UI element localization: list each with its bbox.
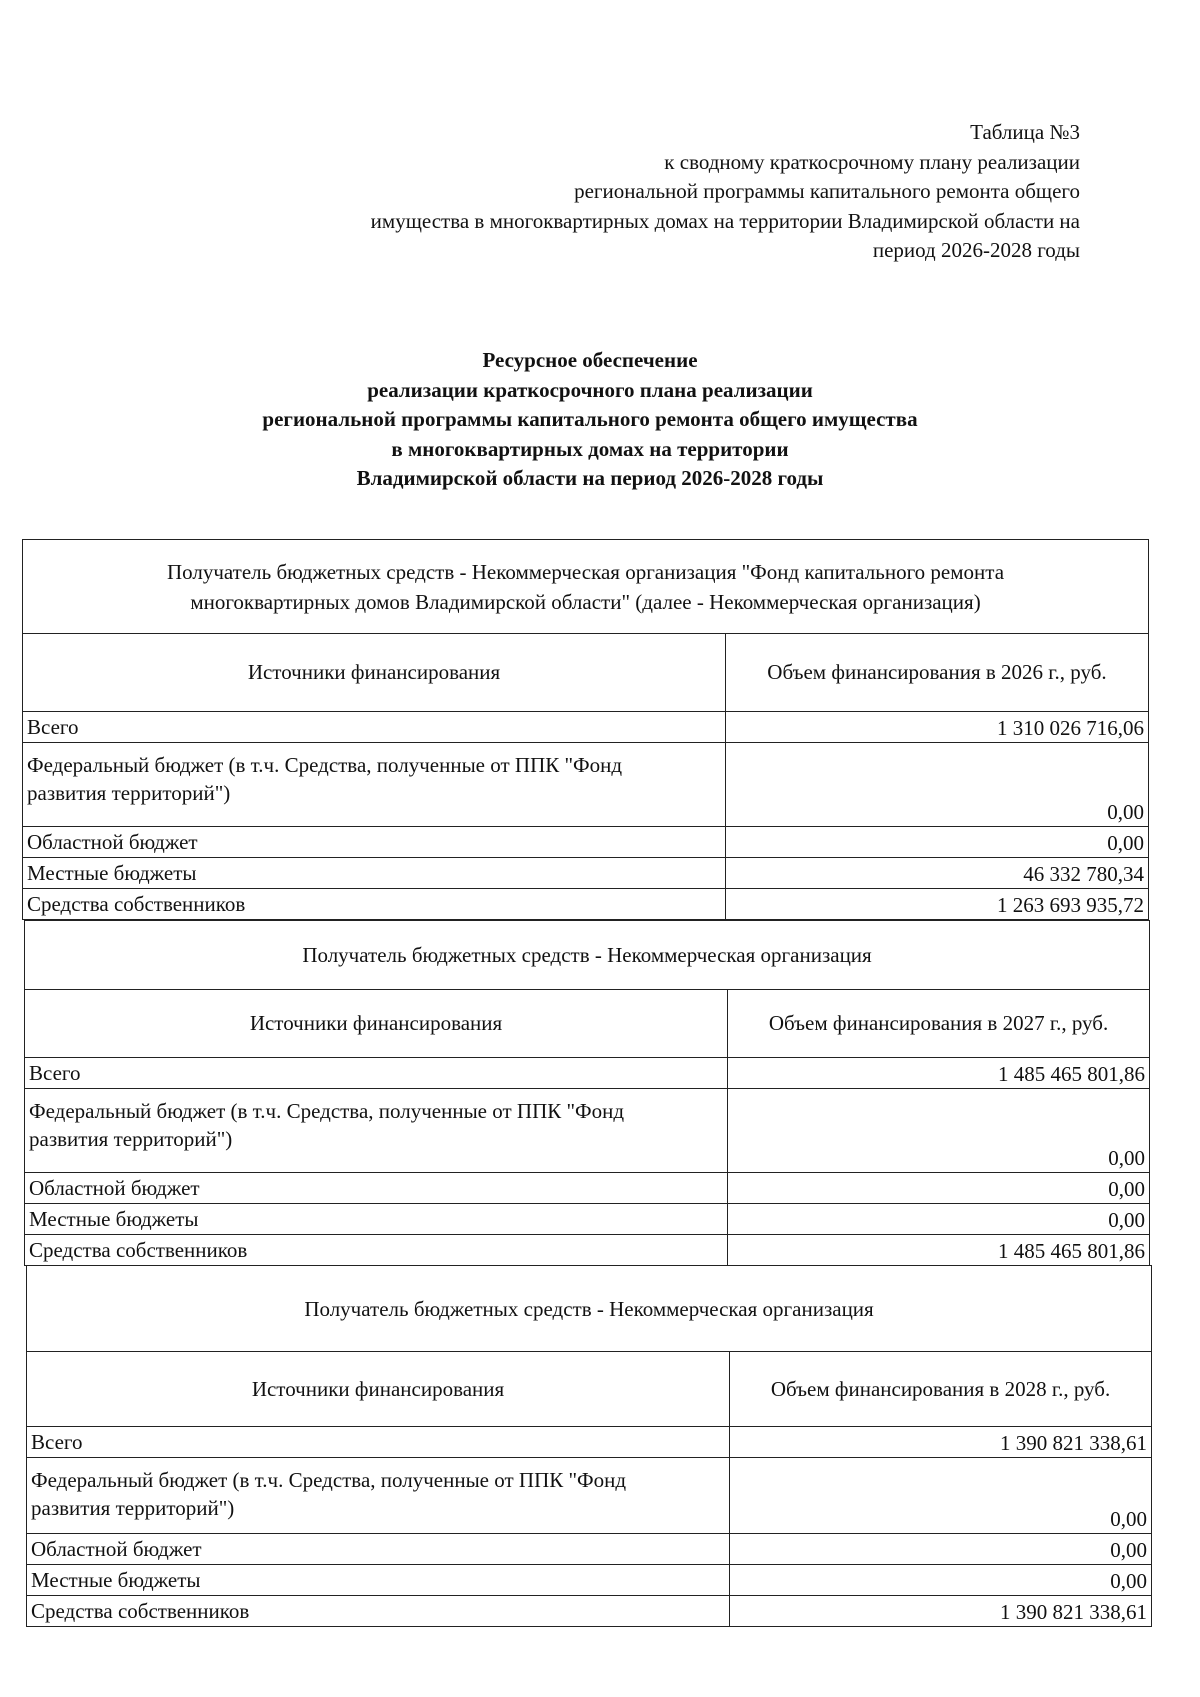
col-source-header: Источники финансирования [25, 990, 728, 1058]
row-label: Федеральный бюджет (в т.ч. Средства, полученные от ППК "Фонд развития территорий") [27, 1458, 730, 1534]
table-row [27, 1458, 1152, 1534]
col-volume-header: Объем финансирования в 2028 г., руб. [730, 1352, 1152, 1427]
recipient-row [25, 921, 1150, 990]
row-value: 1 485 465 801,86 [728, 1235, 1150, 1266]
funding-table-2028 [26, 1265, 1152, 1627]
table-row [27, 1596, 1152, 1627]
row-value: 1 390 821 338,61 [730, 1427, 1152, 1458]
row-value: 0,00 [728, 1173, 1150, 1204]
table-row [23, 858, 1149, 889]
row-label: Местные бюджеты [27, 1565, 730, 1596]
header-line: период 2026-2028 годы [872, 238, 1080, 262]
table-row [25, 1204, 1150, 1235]
table-row [27, 1427, 1152, 1458]
row-label: Средства собственников [27, 1596, 730, 1627]
header-line: имущества в многоквартирных домах на территории Владимирской области на [370, 208, 1080, 233]
table-row [27, 1565, 1152, 1596]
row-value: 46 332 780,34 [726, 858, 1149, 889]
recipient-cell: Получатель бюджетных средств - Некоммерческая организация [27, 1266, 1152, 1352]
title-line: в многоквартирных домах на территории [391, 436, 789, 461]
header-line: региональной программы капитального ремонта общего [574, 179, 1080, 203]
col-source-header: Источники финансирования [27, 1352, 730, 1427]
table-row [23, 889, 1149, 920]
recipient-cell: Получатель бюджетных средств - Некоммерческая организация "Фонд капитального ремонта многоквартирных домов Владимирской области" (далее - Некоммерческая организация) [23, 540, 1149, 634]
column-header-row [23, 634, 1149, 712]
table-reference-header [180, 118, 1080, 266]
row-label: Федеральный бюджет (в т.ч. Средства, полученные от ППК "Фонд развития территорий") [23, 743, 726, 827]
row-label: Федеральный бюджет (в т.ч. Средства, полученные от ППК "Фонд развития территорий") [25, 1089, 728, 1173]
title-line: региональной программы капитального ремонта общего имущества [262, 407, 918, 431]
row-value: 0,00 [728, 1089, 1150, 1173]
title-line: Владимирской области на период 2026-2028 годы [356, 466, 824, 490]
row-value: 1 263 693 935,72 [726, 889, 1149, 920]
header-line: к сводному краткосрочному плану реализации [664, 149, 1080, 174]
col-source-header: Источники финансирования [23, 634, 726, 712]
title-line: реализации краткосрочного плана реализации [367, 377, 813, 402]
table-row [25, 1235, 1150, 1266]
row-value: 0,00 [730, 1534, 1152, 1565]
row-value: 0,00 [726, 827, 1149, 858]
recipient-row [27, 1266, 1152, 1352]
col-volume-header: Объем финансирования в 2027 г., руб. [728, 990, 1150, 1058]
row-label: Местные бюджеты [23, 858, 726, 889]
row-value: 0,00 [726, 743, 1149, 827]
table-row [25, 1173, 1150, 1204]
table-row [23, 712, 1149, 743]
row-value: 0,00 [730, 1458, 1152, 1534]
document-title [0, 346, 1180, 494]
row-label: Всего [23, 712, 726, 743]
row-value: 1 390 821 338,61 [730, 1596, 1152, 1627]
header-line: Таблица №3 [970, 120, 1080, 144]
row-label: Всего [27, 1427, 730, 1458]
row-value: 0,00 [728, 1204, 1150, 1235]
table-row [25, 1058, 1150, 1089]
recipient-cell: Получатель бюджетных средств - Некоммерческая организация [25, 921, 1150, 990]
table-row [23, 827, 1149, 858]
row-value: 0,00 [730, 1565, 1152, 1596]
row-label: Средства собственников [23, 889, 726, 920]
row-label: Областной бюджет [23, 827, 726, 858]
row-label: Всего [25, 1058, 728, 1089]
row-label: Областной бюджет [25, 1173, 728, 1204]
column-header-row [25, 990, 1150, 1058]
table-row [23, 743, 1149, 827]
column-header-row [27, 1352, 1152, 1427]
row-label: Областной бюджет [27, 1534, 730, 1565]
table-row [27, 1534, 1152, 1565]
funding-table-2026 [22, 539, 1149, 920]
row-label: Средства собственников [25, 1235, 728, 1266]
row-label: Местные бюджеты [25, 1204, 728, 1235]
row-value: 1 310 026 716,06 [726, 712, 1149, 743]
table-row [25, 1089, 1150, 1173]
title-line: Ресурсное обеспечение [482, 348, 698, 372]
recipient-row [23, 540, 1149, 634]
col-volume-header: Объем финансирования в 2026 г., руб. [726, 634, 1149, 712]
funding-table-2027 [24, 920, 1150, 1266]
row-value: 1 485 465 801,86 [728, 1058, 1150, 1089]
